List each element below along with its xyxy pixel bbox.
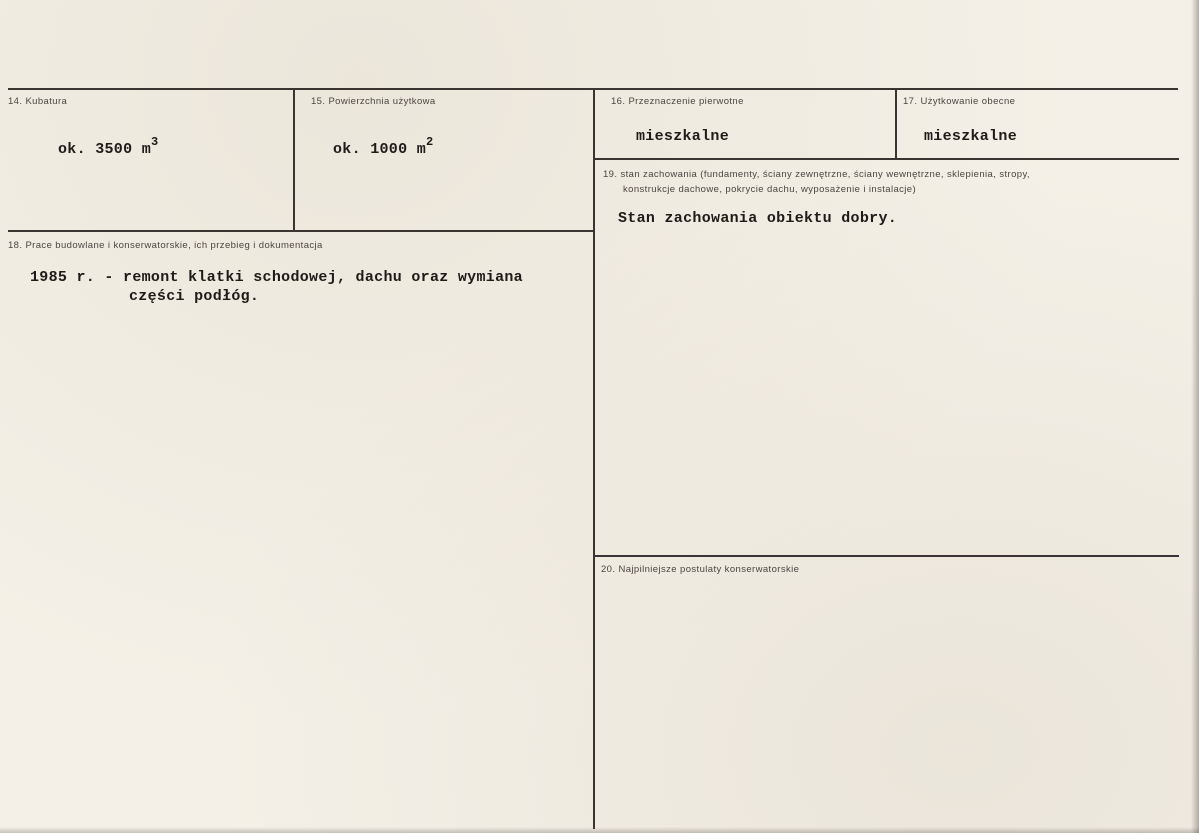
przeznaczenie-label: 16. Przeznaczenie pierwotne (611, 96, 744, 107)
paper-bottom-shadow (0, 827, 1199, 833)
paper-edge-shadow (1191, 0, 1199, 833)
kubatura-label: 14. Kubatura (8, 96, 68, 107)
kubatura-value: ok. 3500 $m^3$ (58, 135, 159, 158)
uzytkowanie-label: 17. Użytkowanie obecne (903, 96, 1016, 107)
prace-label: 18. Prace budowlane i konserwatorskie, ich przebieg i dokumentacja (8, 240, 323, 251)
prace-value-line2: części podłóg. (129, 288, 260, 305)
rule-under-14-15 (8, 230, 594, 232)
stan-value: Stan zachowania obiektu dobry. (618, 210, 898, 227)
rule-under-16-17 (594, 158, 1179, 160)
center-divider (593, 89, 595, 829)
przeznaczenie-value: mieszkalne (636, 128, 730, 145)
postulaty-label: 20. Najpilniejsze postulaty konserwatorskie (601, 564, 800, 575)
rule-above-20 (594, 555, 1179, 557)
divider-14-15 (293, 89, 295, 232)
powierzchnia-label: 15. Powierzchnia użytkowa (311, 96, 436, 107)
stan-label-line1: 19. stan zachowania (fundamenty, ściany zewnętrzne, ściany wewnętrzne, sklepienia, stropy, (603, 169, 1030, 180)
powierzchnia-value: ok. 1000 $m^2$ (333, 135, 434, 158)
uzytkowanie-value: mieszkalne (924, 128, 1018, 145)
divider-16-17 (895, 89, 897, 159)
stan-label-line2: konstrukcje dachowe, pokrycie dachu, wyposażenie i instalacje) (623, 184, 917, 195)
prace-value-line1: 1985 r. - remont klatki schodowej, dachu oraz wymiana (30, 269, 523, 286)
